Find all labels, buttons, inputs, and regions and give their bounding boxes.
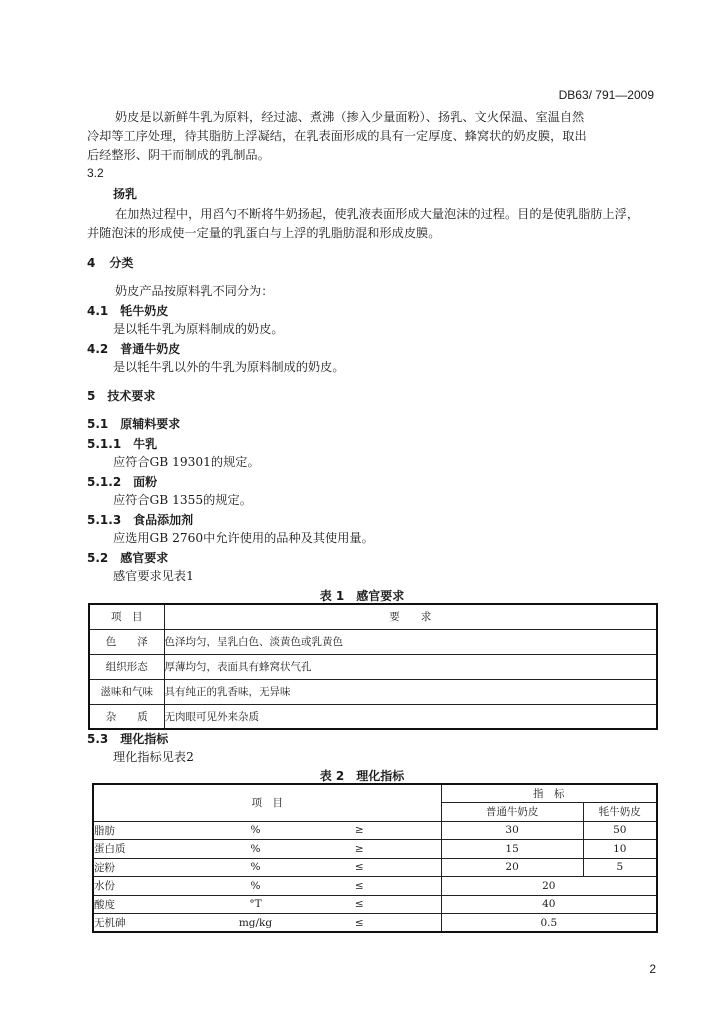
section-3-2-line-1: 在加热过程中，用舀勺不断将牛奶扬起，使乳液表面形成大量泡沫的过程。目的是使乳脂肪上浮， [115,207,640,221]
section-5-3-title: 理化指标 [120,732,169,746]
section-5-2-title: 感官要求 [120,551,169,565]
table-2-unit: mg/kg [233,914,278,933]
table-1-requirement: 无肉眼可见外来杂质 [164,704,657,729]
section-5-1-3-body: 应选用GB 2760中允许使用的品种及其使用量。 [113,531,374,545]
section-5-2-number: 5.2 [87,551,109,565]
table-1-item: 组织形态 [89,654,164,679]
intro-line-2: 冷却等工序处理，待其脂肪上浮凝结，在乳表面形成的具有一定厚度、蜂窝状的奶皮膜，取出 [87,129,587,143]
section-5-1-2-title: 面粉 [133,475,158,489]
section-5-1-1-number: 5.1.1 [87,437,122,451]
table-1-requirement: 厚薄均匀，表面具有蜂窝状气孔 [164,654,657,679]
table-2-unit: % [233,877,278,896]
table-2-caption: 表 2 理化指标 [319,769,405,783]
section-5-1-3-heading [87,511,193,528]
table-2-item-name: 酸度 [93,895,233,914]
section-5-heading [87,387,155,404]
table-2-value-ordinary: 15 [441,840,583,859]
table-2-item-name: 脂肪 [93,821,233,840]
table-2-item-name: 淀粉 [93,858,233,877]
table-row [93,914,657,933]
table-2-operator: ≥ [278,821,441,840]
section-5-1-2-number: 5.1.2 [87,475,122,489]
table-row [89,629,657,654]
table-1-item: 杂 质 [89,704,164,729]
table-2-header-row-1 [93,784,657,803]
table-2-col-yak: 牦牛奶皮 [583,803,657,822]
section-5-1-3-title: 食品添加剂 [133,513,194,527]
section-5-1-1-title: 牛乳 [133,437,158,451]
table-row [89,654,657,679]
section-5-1-heading [87,415,180,432]
table-2-unit: % [233,858,278,877]
section-5-1-3-number: 5.1.3 [87,513,122,527]
section-5-3-heading [87,730,168,747]
section-5-1-title: 原辅料要求 [120,417,181,431]
table-2-head-item: 项 目 [93,784,441,821]
intro-line-1: 奶皮是以新鲜牛乳为原料，经过滤、煮沸（掺入少量面粉）、扬乳、文火保温、室温自然 [115,110,585,124]
table-2 [92,783,658,933]
table-2-unit: % [233,821,278,840]
section-3-2-term: 扬乳 [113,187,138,201]
table-row [93,821,657,840]
table-1-header-row [89,604,657,629]
section-4-1-number: 4.1 [87,304,109,318]
table-1-item: 滋味和气味 [89,679,164,704]
section-5-number: 5 [87,389,96,403]
table-2-item-name: 水份 [93,877,233,896]
section-4-body: 奶皮产品按原料乳不同分为： [115,284,274,298]
section-5-1-number: 5.1 [87,417,109,431]
page-number: 2 [649,962,656,976]
section-5-3-number: 5.3 [87,732,109,746]
table-2-value-yak: 50 [583,821,657,840]
section-3-2-number: 3.2 [87,166,104,180]
table-row [93,858,657,877]
table-2-operator: ≤ [278,895,441,914]
table-2-unit: °T [233,895,278,914]
table-2-item-name: 蛋白质 [93,840,233,859]
section-4-1-heading [87,302,168,319]
table-row [93,877,657,896]
section-5-1-1-body: 应符合GB 19301的规定。 [113,455,260,469]
section-3-2-line-2: 并随泡沫的形成使一定量的乳蛋白与上浮的乳脂肪混和形成皮膜。 [87,226,441,240]
table-2-operator: ≤ [278,914,441,933]
section-5-1-2-body: 应符合GB 1355的规定。 [113,493,252,507]
table-1 [88,603,658,730]
section-4-number: 4 [87,256,96,270]
table-2-head-index: 指 标 [441,784,657,803]
table-2-value-yak: 5 [583,858,657,877]
table-2-value-merged: 0.5 [441,914,657,933]
table-1-requirement: 具有纯正的乳香味，无异味 [164,679,657,704]
section-4-title: 分类 [109,256,134,270]
table-2-value-merged: 40 [441,895,657,914]
table-2-col-ordinary: 普通牛奶皮 [441,803,583,822]
section-4-2-body: 是以牦牛乳以外的牛乳为原料制成的奶皮。 [113,360,345,374]
intro-line-3: 后经整形、阴干而制成的乳制品。 [87,148,270,162]
table-2-operator: ≤ [278,877,441,896]
table-row [93,895,657,914]
section-4-2-title: 普通牛奶皮 [120,342,181,356]
table-2-operator: ≤ [278,858,441,877]
table-1-head-requirement: 要 求 [164,604,657,629]
table-1-caption: 表 1 感官要求 [319,589,405,603]
table-row [93,840,657,859]
section-4-1-body: 是以牦牛乳为原料制成的奶皮。 [113,322,284,336]
table-2-value-ordinary: 20 [441,858,583,877]
section-5-1-2-heading [87,473,157,490]
table-row [89,679,657,704]
section-5-2-body: 感官要求见表1 [113,569,194,583]
section-5-2-heading [87,549,168,566]
table-2-value-merged: 20 [441,877,657,896]
table-1-item: 色 泽 [89,629,164,654]
table-2-value-yak: 10 [583,840,657,859]
section-4-1-title: 牦牛奶皮 [120,304,169,318]
section-4-heading [87,254,133,271]
table-1-head-item: 项 目 [89,604,164,629]
document-code: DB63/ 791—2009 [558,88,654,102]
section-4-2-number: 4.2 [87,342,109,356]
table-2-value-ordinary: 30 [441,821,583,840]
section-5-3-body: 理化指标见表2 [113,750,194,764]
table-2-operator: ≥ [278,840,441,859]
table-2-unit: % [233,840,278,859]
section-5-title: 技术要求 [107,389,156,403]
table-2-item-name: 无机砷 [93,914,233,933]
table-1-requirement: 色泽均匀，呈乳白色、淡黄色或乳黄色 [164,629,657,654]
table-row [89,704,657,729]
section-5-1-1-heading [87,435,157,452]
section-4-2-heading [87,340,180,357]
